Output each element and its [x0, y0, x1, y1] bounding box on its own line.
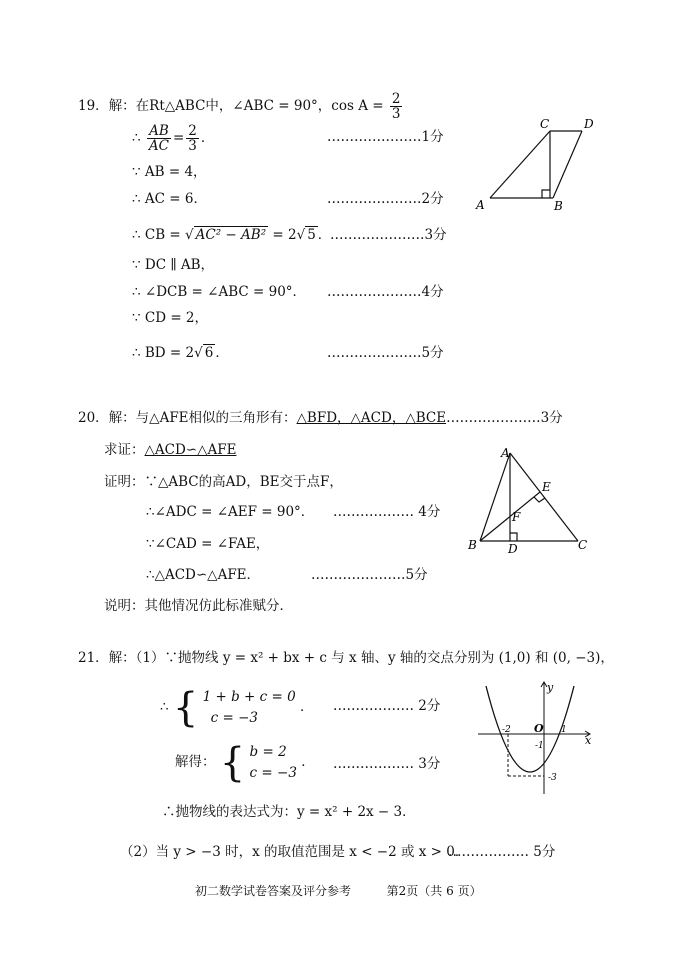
q19-score-1: …………………1分: [327, 129, 444, 145]
q20-right-angle-e: [534, 497, 545, 502]
q19-two-thirds: $\frac{2}{3}$: [188, 123, 197, 155]
q21-label-one: 1: [561, 725, 567, 735]
q20-score-3: …………………3分: [446, 410, 563, 426]
q19-fig-ac: [490, 131, 550, 198]
q21-label-neg3: -3: [548, 773, 557, 783]
q21-graph: [472, 678, 597, 798]
q19-figure: [470, 118, 600, 213]
q19-label-b: B: [554, 199, 563, 213]
q20-proof-line3: ∵∠CAD = ∠FAE，: [146, 536, 270, 552]
q21-sys2-eq2: c = −3: [249, 764, 297, 781]
q20-fig-ab: [480, 453, 510, 541]
footer: [195, 885, 482, 897]
q21-intro-line: [78, 652, 614, 666]
q21-label-x: x: [585, 734, 592, 747]
q20-label-e: E: [542, 480, 551, 494]
footer-page: 第2页（共 6 页）: [386, 884, 482, 898]
q20-prove-label: 求证：: [104, 442, 145, 458]
q21-system1: ∴ { 1 + b + c = 0 c = −3 ．: [160, 684, 314, 731]
q20-number: 20．: [78, 410, 109, 426]
q20-intro-line: [78, 412, 563, 426]
q20-label-f: F: [512, 510, 521, 524]
q20-proof-line1: 证明：∵△ABC的高AD，BE交于点F，: [104, 474, 343, 490]
q21-label-o: O: [534, 722, 544, 735]
q19-step2: ∵ AB = 4，: [132, 164, 207, 180]
q21-score-3: ……………… 3分: [333, 756, 441, 772]
q20-figure: [460, 445, 590, 560]
q20-prove-line: [104, 444, 236, 458]
q19-intro: 解：在Rt△ABC中，∠ABC = 90°，cos A =: [108, 98, 388, 115]
q19-number: 19．: [78, 98, 109, 115]
q19-label-a: A: [476, 198, 485, 212]
q21-solve-label: 解得：: [175, 754, 216, 771]
q19-score-2: …………………2分: [327, 191, 444, 207]
q19-label-d: D: [584, 118, 594, 131]
q20-proof-line4: ∴△ACD∽△AFE．: [146, 567, 261, 583]
q20-label-b: B: [468, 538, 477, 552]
q19-step3: ∴ AC = 6．: [132, 191, 207, 207]
q19-step5: ∵ DC ∥ AB，: [132, 257, 215, 273]
q19-fig-db: [553, 131, 582, 198]
q20-proof-line2: ∴∠ADC = ∠AEF = 90°．: [146, 504, 315, 520]
q20-proof-label: 证明：: [104, 474, 145, 490]
q21-sys2-eq1: b = 2: [249, 744, 287, 760]
q21-score-2: ……………… 2分: [333, 698, 441, 714]
q19-step6: ∴ ∠DCB = ∠ABC = 90°．: [132, 284, 307, 300]
q19-ab-ac-fraction: $\frac{AB}{AC}$: [148, 123, 169, 155]
q19-label-c: C: [540, 118, 550, 131]
q20-label-d: D: [508, 542, 518, 556]
q20-intro: 解：与△AFE相似的三角形有：: [108, 410, 297, 426]
q19-step7: ∵ CD = 2，: [132, 310, 209, 326]
footer-title: 初二数学试卷答案及评分参考: [195, 884, 352, 898]
q21-sys1-eq2: c = −3: [210, 709, 258, 726]
q19-step1: ∴ $\frac{AB}{AC}$ = $\frac{2}{3}$ ．: [132, 123, 215, 155]
q20-label-c: C: [578, 538, 588, 552]
q21-label-y: y: [547, 681, 554, 694]
q19-score-4: …………………4分: [327, 284, 444, 300]
q21-expression: ∴抛物线的表达式为：y = x² + 2x − 3．: [162, 804, 416, 820]
q19-step8: ∴ BD = 2√ 6 ．: [132, 345, 229, 361]
q21-number: 21．: [78, 650, 109, 666]
q21-label-neg2: -2: [502, 725, 511, 735]
q19-step4: ∴ CB = √ AC² − AB² = 2√ 5 ．: [132, 227, 332, 243]
q21-label-neg1: -1: [535, 741, 544, 751]
q21-part2: （2）当 y > −3 时，x 的取值范围是 x < −2 或 x > 0．: [120, 844, 469, 860]
q19-score-3: …………………3分: [330, 227, 447, 243]
q20-fig-ac: [510, 453, 578, 541]
q19-right-angle-mark: [542, 190, 550, 198]
q19-intro-line: [78, 92, 404, 121]
q20-answer: △BFD，△ACD，△BCE: [296, 410, 447, 426]
q20-label-a: A: [501, 446, 510, 460]
q20-prove-statement: △ACD∽△AFE: [144, 442, 237, 458]
q21-sys1-eq1: 1 + b + c = 0: [202, 689, 296, 705]
q20-note: 说明：其他情况仿此标准赋分．: [104, 598, 293, 614]
q21-score-5: ……………… 5分: [448, 844, 556, 860]
q19-score-5: …………………5分: [327, 345, 444, 361]
q21-system2: 解得： { b = 2 c = −3 ．: [175, 739, 315, 786]
q20-score-4: ……………… 4分: [333, 504, 441, 520]
q19-radical: AC² − AB²: [195, 227, 267, 243]
q20-score-5: …………………5分: [311, 567, 428, 583]
q19-cos-fraction: $\frac{2}{3}$: [391, 91, 401, 123]
q21-intro: 解：（1）∵抛物线 y = x² + bx + c 与 x 轴、y 轴的交点分别为 (1,0) 和 (0, −3)，: [108, 650, 614, 666]
q20-right-angle-d: [510, 533, 517, 541]
